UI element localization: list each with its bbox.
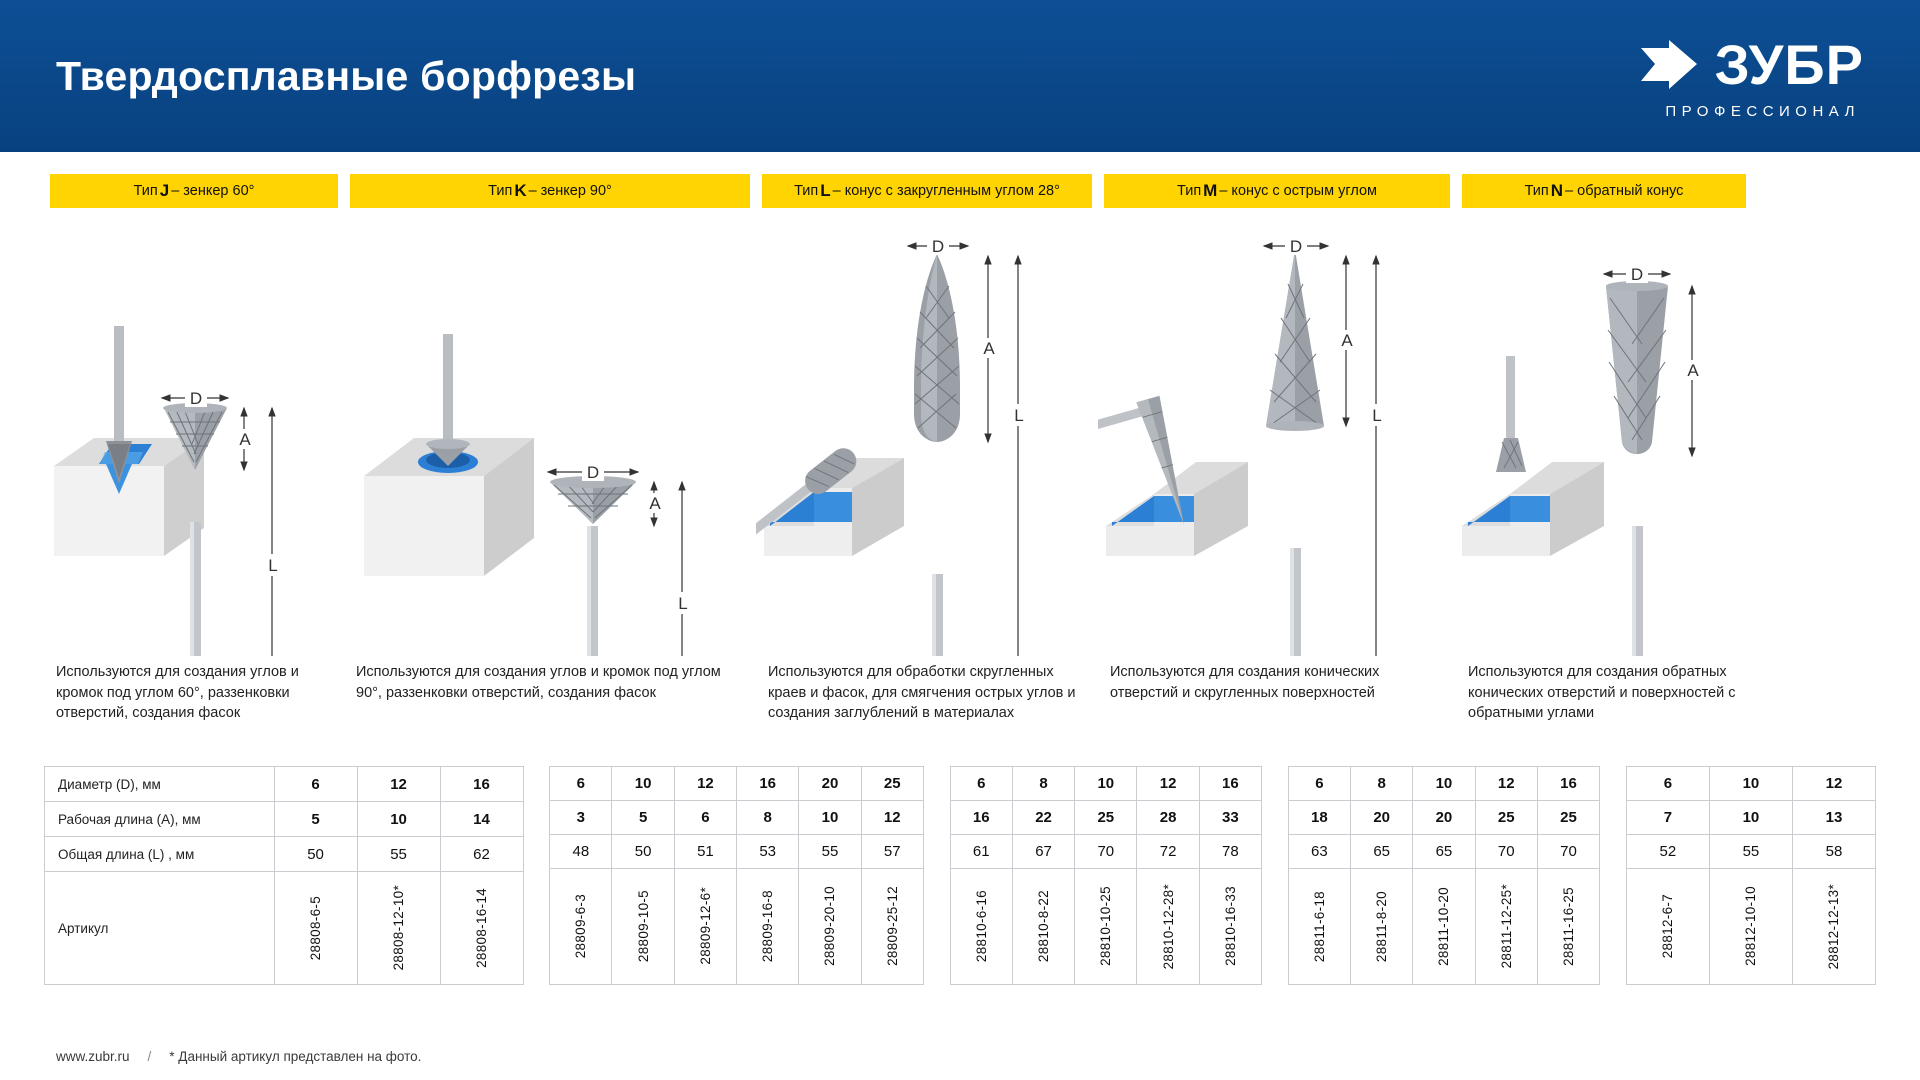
dimension-a [1683,286,1703,456]
page-footer [0,1049,1920,1080]
svg-text:L: L [268,556,278,575]
badge-type-j [50,174,338,208]
cell-d-5: 16 [1537,767,1599,801]
figure-type-n [1456,226,1752,656]
article-value: 28809-6-3 [573,894,589,959]
cell-art-5 [1199,868,1261,984]
cell-d-3: 16 [440,767,523,802]
svg-text:L: L [1372,406,1382,425]
cell-l-5: 70 [1537,834,1599,868]
badge-type-k [350,174,750,208]
cell-art-6 [861,868,923,984]
article-value: 28809-25-12 [884,886,900,967]
svg-text:D: D [586,463,600,482]
cell-d-3: 10 [1413,767,1475,801]
footer-separator: / [147,1049,152,1064]
cell-art-3 [1075,868,1137,984]
badge-suffix: – конус с закругленным углом 28° [832,183,1060,199]
article-value: 28811-6-18 [1311,890,1327,962]
cell-d-2: 10 [612,767,674,801]
svg-text:D: D [931,237,945,256]
row-label-article: Артикул [46,873,273,983]
dimension-l [263,408,283,656]
figure-type-m [1098,226,1456,656]
badge-letter: J [159,181,170,200]
cell-a-3: 25 [1075,800,1137,834]
cell-d-1: 6 [1626,767,1709,801]
svg-text:A: A [983,339,995,358]
svg-text:A: A [239,430,251,449]
cell-d-3: 12 [674,767,736,801]
table-gap [1600,766,1626,985]
cell-l-4: 70 [1475,834,1537,868]
cell-d-1: 6 [1288,767,1350,801]
bur-illustration [1606,281,1668,656]
article-value: 28810-12-28* [1160,883,1176,969]
article-value: 28812-10-10 [1743,886,1759,967]
article-value: 28812-6-7 [1660,894,1676,959]
figure-type-k [344,226,756,656]
cell-l-3: 51 [674,834,736,868]
cell-l-1: 63 [1288,834,1350,868]
column-type-m [1098,174,1456,758]
article-value: 28811-16-25 [1561,886,1576,966]
page-title: Твердосплавные борфрезы [56,52,637,99]
cell-art-1 [550,868,612,984]
table-gap [924,766,950,985]
table-type-m [1288,766,1600,985]
cell-l-1: 61 [950,834,1012,868]
badge-type-m [1104,174,1450,208]
column-type-l [756,174,1098,758]
article-value: 28811-12-25* [1498,884,1514,969]
dimension-a [979,256,999,442]
cell-l-5: 55 [799,834,861,868]
badge-suffix: – зенкер 90° [528,183,612,199]
cell-d-2: 12 [357,767,440,802]
svg-text:D: D [1630,265,1644,284]
cell-a-4: 8 [737,800,799,834]
dimension-a [1337,256,1357,426]
svg-text:L: L [1014,406,1024,425]
cell-art-4 [737,868,799,984]
column-type-n [1456,174,1752,758]
svg-text:A: A [1687,361,1699,380]
cell-d-4: 16 [737,767,799,801]
svg-text:A: A [1341,331,1353,350]
cell-l-4: 53 [737,834,799,868]
cell-d-1: 6 [950,767,1012,801]
badge-suffix: – обратный конус [1565,183,1684,199]
badge-prefix: Тип [133,183,158,199]
cell-art-1 [274,872,357,985]
dimension-d [1604,265,1670,284]
cell-a-3: 13 [1792,800,1875,834]
column-type-j [44,174,344,758]
footer-note: * Данный артикул представлен на фото. [169,1049,422,1064]
table-type-n [1626,766,1876,985]
table-gap [1262,766,1288,985]
cell-a-3: 6 [674,800,736,834]
article-value: 28809-20-10 [822,886,838,967]
spec-tables [44,766,1876,985]
cell-l-5: 78 [1199,834,1261,868]
cell-a-1: 3 [550,800,612,834]
cell-a-5: 25 [1537,800,1599,834]
cell-a-1: 18 [1288,800,1350,834]
table-type-k [549,766,924,985]
cell-art-2 [1709,868,1792,984]
article-value: 28811-8-20 [1374,890,1390,962]
figure-type-j [44,226,344,656]
cell-d-3: 10 [1075,767,1137,801]
cell-l-1: 52 [1626,834,1709,868]
svg-text:L: L [678,594,688,613]
workpiece-illustration [1462,462,1604,556]
cell-art-4 [1475,868,1537,984]
badge-prefix: Тип [1524,183,1549,199]
cell-d-1: 6 [550,767,612,801]
badge-suffix: – конус с острым углом [1219,183,1377,199]
cell-a-3: 20 [1413,800,1475,834]
cell-l-3: 62 [440,837,523,872]
dimension-d [1264,237,1328,256]
website-link[interactable]: www.zubr.ru [56,1049,130,1064]
cell-art-4 [1137,868,1199,984]
brand-name: ЗУБР [1714,33,1864,96]
cell-a-3: 14 [440,802,523,837]
badge-suffix: – зенкер 60° [171,183,255,199]
cell-a-2: 10 [1709,800,1792,834]
badge-letter: N [1550,181,1564,200]
bur-illustration [914,254,960,656]
article-value: 28810-6-16 [973,890,989,963]
brand-logo [1639,32,1864,120]
cell-art-2 [357,872,440,985]
article-value: 28809-12-6* [697,887,713,966]
column-type-k [344,174,756,758]
cell-a-1: 16 [950,800,1012,834]
cell-art-2 [1351,868,1413,984]
cell-a-2: 10 [357,802,440,837]
cell-a-1: 5 [274,802,357,837]
description-type-k: Используются для создания углов и кромок под углом 90°, раззенковки отверстий, создания фасок [356,664,721,701]
cell-l-2: 55 [357,837,440,872]
cell-a-5: 33 [1199,800,1261,834]
cell-d-1: 6 [274,767,357,802]
cell-a-2: 5 [612,800,674,834]
cell-a-5: 10 [799,800,861,834]
description-type-n: Используются для создания обратных конических отверстий и поверхностей с обратными углами [1468,664,1736,722]
dimension-d [908,237,968,256]
badge-prefix: Тип [1177,183,1202,199]
type-columns [44,174,1876,758]
badge-type-l [762,174,1092,208]
bur-in-hole [426,334,470,466]
workpiece-illustration [1106,462,1248,556]
cell-art-2 [1012,868,1074,984]
cell-l-3: 70 [1075,834,1137,868]
article-value: 28809-10-5 [635,890,651,963]
dimension-l [673,482,693,656]
table-type-j [44,766,524,985]
cell-l-1: 50 [274,837,357,872]
description-type-m: Используются для создания конических отверстий и скругленных поверхностей [1110,664,1380,701]
article-value: 28809-16-8 [760,890,776,963]
cell-art-3 [674,868,736,984]
cell-d-6: 25 [861,767,923,801]
cell-art-5 [1537,868,1599,984]
dimension-a [645,482,665,526]
cell-d-3: 12 [1792,767,1875,801]
cell-art-3 [440,872,523,985]
cell-d-4: 12 [1475,767,1537,801]
cell-l-2: 55 [1709,834,1792,868]
cell-art-1 [1288,868,1350,984]
badge-letter: K [514,181,527,200]
cell-l-2: 67 [1012,834,1074,868]
badge-prefix: Тип [794,183,819,199]
cell-l-4: 72 [1137,834,1199,868]
row-label-total-length: Общая длина (L) , мм [46,838,273,870]
cell-art-2 [612,868,674,984]
cell-d-2: 8 [1351,767,1413,801]
zubr-arrow-icon [1639,36,1701,94]
description-type-j: Используются для создания углов и кромок под углом 60°, раззенковки отверстий, создания фасок [56,664,299,722]
table-gap [524,766,550,985]
cell-a-2: 20 [1351,800,1413,834]
badge-prefix: Тип [488,183,513,199]
cell-d-5: 16 [1199,767,1261,801]
bur-illustration [550,476,636,656]
cell-a-4: 28 [1137,800,1199,834]
row-label-diameter: Диаметр (D), мм [46,768,273,800]
dimension-l [1367,256,1387,656]
cell-d-5: 20 [799,767,861,801]
cell-art-1 [950,868,1012,984]
bur-in-workpiece [1496,356,1526,472]
svg-text:D: D [1289,237,1303,256]
article-value: 28808-6-5 [308,895,324,961]
article-value: 28808-16-14 [474,888,489,968]
article-value: 28810-10-25 [1098,886,1114,967]
badge-letter: M [1203,181,1218,200]
page-header [0,0,1920,152]
bur-illustration [1266,250,1324,656]
row-label-working-length: Рабочая длина (A), мм [46,803,273,835]
cell-l-2: 50 [612,834,674,868]
article-value: 28810-8-22 [1036,890,1052,963]
cell-a-4: 25 [1475,800,1537,834]
cell-a-2: 22 [1012,800,1074,834]
dimension-l [1009,256,1029,656]
cell-l-3: 58 [1792,834,1875,868]
cell-a-6: 12 [861,800,923,834]
brand-tagline: ПРОФЕССИОНАЛ [1665,103,1860,120]
dimension-a [235,408,255,470]
cell-l-2: 65 [1351,834,1413,868]
badge-letter: L [820,181,831,200]
figure-type-l [756,226,1098,656]
article-value: 28810-16-33 [1222,886,1238,967]
table-type-l [950,766,1262,985]
article-value: 28812-12-13* [1826,883,1842,969]
article-value: 28808-12-10* [391,885,407,971]
article-value: 28811-10-20 [1436,886,1452,966]
badge-type-n [1462,174,1746,208]
cell-d-2: 8 [1012,767,1074,801]
cell-art-3 [1413,868,1475,984]
svg-text:A: A [649,494,661,513]
svg-text:D: D [189,389,203,408]
cell-art-1 [1626,868,1709,984]
cell-l-3: 65 [1413,834,1475,868]
cell-art-5 [799,868,861,984]
cell-a-1: 7 [1626,800,1709,834]
cell-art-3 [1792,868,1875,984]
cell-l-6: 57 [861,834,923,868]
content-sheet [0,174,1920,985]
cell-d-2: 10 [1709,767,1792,801]
cell-l-1: 48 [550,834,612,868]
cell-d-4: 12 [1137,767,1199,801]
description-type-l: Используются для обработки скругленных краев и фасок, для смягчения острых углов и создания заглублений в материалах [768,664,1076,722]
